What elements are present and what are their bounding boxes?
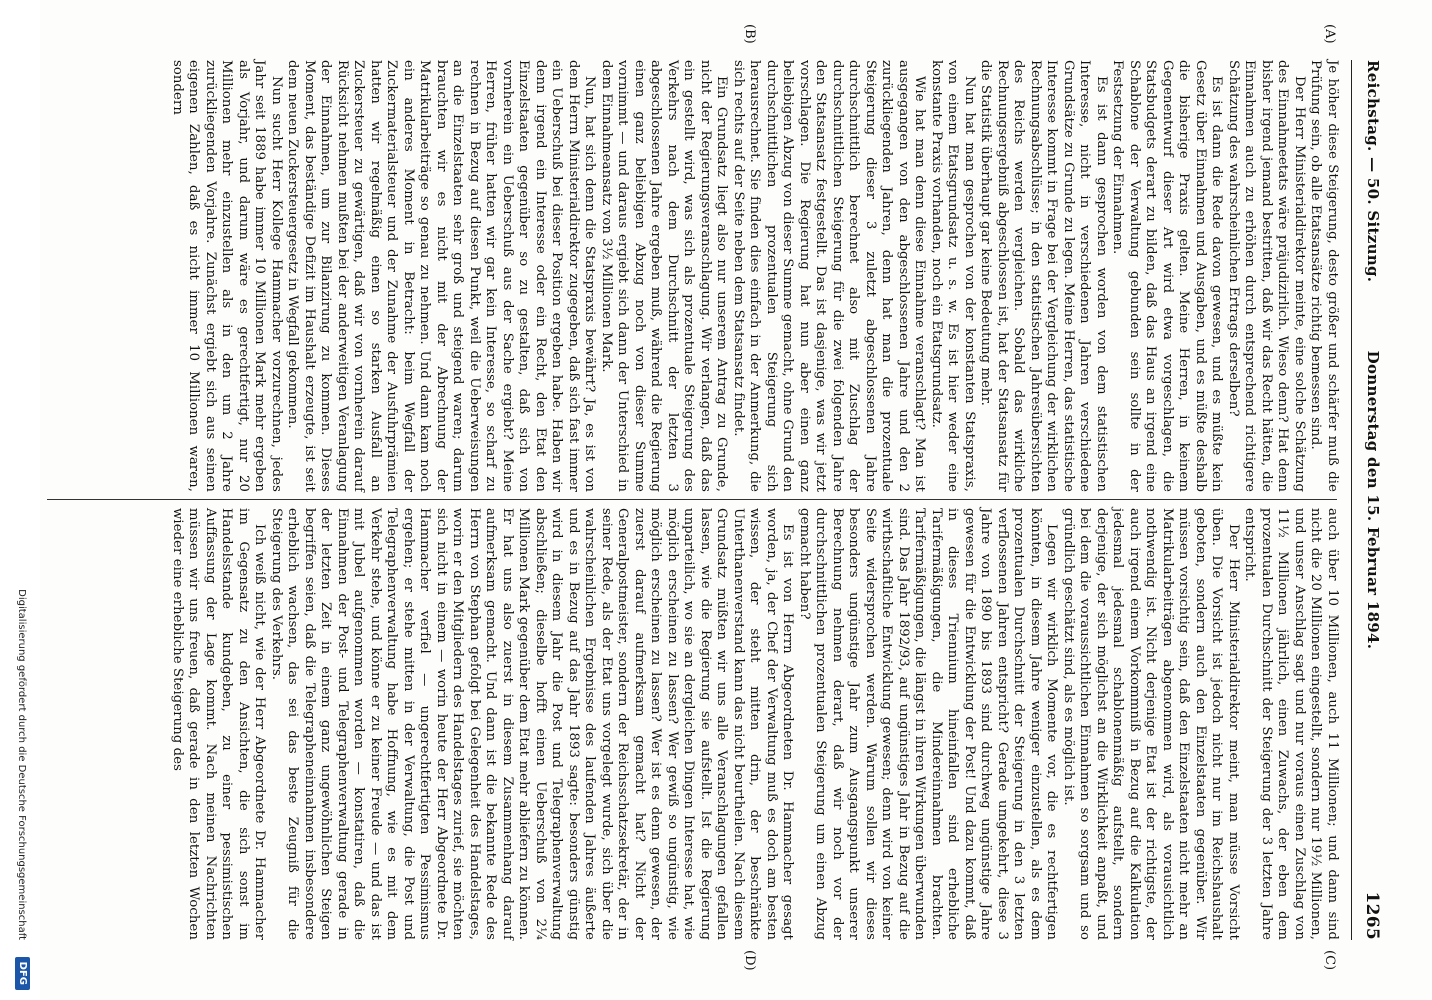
page-number: 1265 (1362, 891, 1382, 940)
right-column (169, 508, 1341, 940)
margin-marker-a: (A) (1322, 24, 1337, 44)
paragraph: Der Herr Ministerialdirektor meint, man müsse Vorsicht üben. Die Vorsicht ist jedoch nicht nur im Reichshaushalt geboten, sondern auch den Einzelstaaten gegenüber. Wir müssen vorsichtig sein, daß den Einzelstaaten nicht mehr an Matrikularbeiträgen abgenommen wird, als vorausichtlich nothwendig ist. Nicht derjenige Etat ist der richtigste, der auch irgend einem Vorkommniß in Bezug auf die Kalkulation jedesmal jedesmal schablonenmäßig aufstellt, sondern derjenige, der sich möglichst an die Wirklichkeit anpaßt, und bei dem die voraussichtlichen Einnahmen so sorgsam und so gründlich geschätzt sind, als es möglich ist. (1061, 508, 1241, 940)
paragraph: Es ist dann die Rede davon gewesen, und es müßte kein Gesetz über Einnahmen und Ausgaben, und es müßte deshalb die bisherige Praxis gelten. Meine Herren, in keinem Gegenentwurf dieser Art wird etwa vorgeschlagen, die Statsbudgets derart zu bilden, daß das Haus an irgend eine Schablone der Verwaltung gebunden sein sollte in der Festsetzung der Einnahmen. (1110, 60, 1225, 492)
margin-marker-d: (D) (742, 950, 757, 971)
page-header (1351, 60, 1392, 940)
dfg-logo: DFG (15, 957, 30, 990)
paragraph: Nun hat man gesprochen von der konstanten Statspraxis, von einem Etatsgrundsatz u. s. w. Es ist hier weder eine konstante Praxis vorhanden, noch ein Etatsgrundsatz. (929, 60, 977, 492)
paragraph: Nun sucht Herr Kollege Hammacher vorzurechnen, jedes Jahr seit 1889 habe immer 10 Millionen Mark mehr ergeben als Vorjahr, und darum wäre es gerechtfertigt, nur 20 Millionen mehr einzustellen als in den um 2 Jahre zurückliegenden Vorjahre. Zunächst ergiebt sich aus seinen eigenen Zahlen, daß es nicht immer 10 Millionen waren, sondern (170, 60, 284, 492)
left-column (169, 60, 1341, 492)
paragraph: Ich weiß nicht, wie der Herr Abgeordnete Dr. Hammacher im Gegensatz zu den Ansichten, die sich sonst im Handelsstande kundgeben, zu einer pessimistischen Auffassung der Lage kommt. Nach meinen Nachrichten müssen wir uns freuen, daß gerade in den letzten Wochen wieder eine erhebliche Steigerung des (170, 508, 268, 940)
paragraph: Je höher diese Steigerung, desto größer und schärfer muß die Prüfung sein, ob alle Etatsansätze richtig bemessen sind. (1308, 60, 1340, 492)
header-left: Reichstag. — 50. Sitzung. (1364, 60, 1382, 283)
margin-marker-b: (B) (742, 24, 757, 44)
paragraph: Der Herr Ministerialdirektor meinte, eine solche Schätzung des Einnahmeetats wäre präjudizirlich. Wieso denn? Hat denn bisher irgend jemand bestritten, daß wir das Recht hätten, die Einnahmen auch zu erhöhen durch entsprechend richtigere Schätzung des wahrscheinlichen Ertrags derselben? (1226, 60, 1307, 492)
paragraph: Es ist von Herrn Abgeordneten Dr. Hammacher gesagt worden, ja, der Chef der Verwaltung muß es doch am besten wissen, der steht mitten drin, der beschränkte Unterthanenverstand kann das nicht beurtheilen. Nach diesem Grundsatz müßten wir uns alle Veranschlagungen gefallen lassen, wie die Regierung sie aufstellt. Ist die Regierung unparteilich, wo sie an dergleichen Dingen Interesse hat, wie möglich erscheinen zu lassen? Wer gewiß so ungünstig, wie möglich erscheinen zu lassen? Wer ist es denn gewesen, der zuerst darauf aufmerksam gemacht hat? Nicht der Generalpostmeister, sondern der Reichsschatzsekretär, der in seiner Rede, als der Etat uns vorgelegt wurde, sich über die wahrscheinlichen Ergebnisse des laufenden Jahres äußerte und es in Bezug auf das Jahr 1893 sagte: besonders günstig wird in diesem Jahr die Post und Telegraphenverwaltung abschließen; dieselbe hofft einen Ueberschuß von 2¼ Millionen Mark gegenüber dem Etat mehr abliefern zu können. Er hat uns also zuerst in diesem Zusammenhang darauf aufmerksam gemacht. Und dann ist die bekannte Rede des Herrn von Stephan gefolgt bei Gelegenheit des Handelstages, worin er den Mitgliedern des Handelstages zurief, sie möchten sich nicht in einem — worin heute der Herr Abgeordnete Dr. Hammacher verfiel — ungerechtfertigten Pessimismus ergehen; er stehe mitten in der Verwaltung, die Post und Telegraphenverwaltung habe Hoffnung, wie es mit dem Verkehr stehe, und könne er zu keiner Freude — und das ist mit Jubel aufgenommen worden — konstatiren, daß die Einnahmen der Post- und Telegraphenverwaltung gerade in der letzten Zeit in einem ganz ungewöhnlichen Steigen begriffen seien, daß die Telegrapheneinnahmen insbesondere erheblich wachsen, das sei das beste Zeugniß für die Steigerung des Verkehrs. (269, 508, 796, 940)
paragraph: auch über 10 Millionen, auch 11 Millionen; und dann sind nicht die 20 Millionen eingestellt, sondern nur 19½ Millionen, und unser Anschlag sagt und nur voraus einen Zuschlag von 11½ Millionen jährlich, einen Zuwachs, der eben dem prozentualen Durchschnitt der Steigerung der 3 letzten Jahre entspricht. (1242, 508, 1340, 940)
paragraph: Es ist dann gesprochen worden von dem statistischen Interesse, nicht in verschiedenen Jahren verschiedene Grundsätze zu Grunde zu legen. Meine Herren, das statistische Interesse kommt in Frage bei der Vergleichung der wirklichen Rechnungsabschlüsse; in den statistischen Jahresübersichten des Reichs werden vergleichen. Sobald das wirkliche Rechnungsergebniß abgeschlossen ist, hat der Statsansatz für die Statistik überhaupt gar keine Bedeutung mehr. (978, 60, 1109, 492)
column-divider (47, 499, 1337, 500)
digitization-credit (0, 0, 40, 1000)
credit-text: Digitalisierung gefördert durch die Deutsche Forschungsgemeinschaft (16, 589, 27, 940)
paragraph: Ein Grundsatz liegt also nur unserem Antrag zu Grunde, nicht der Regierungsveranschlagung. Wir verlangen, daß das ein gestellt wird, was sich als prozentuale Steigerung des Verkehrs nach dem Durchschnitt der letzten 3 abgeschlossenen Jahre ergeben muß, während die Regierung einen ganz beliebigen Abzug noch von dieser Summe vornimmt — und daraus ergiebt sich dann der Unterschied in dem Einnahmeansatz von 3½ Millionen Mark. (599, 60, 730, 492)
header-date: Donnerstag den 15. Februar 1894. (1364, 350, 1382, 650)
paragraph: Legen wir wirklich Momente vor, die es rechtfertigen könnten, in diesem Jahre weniger einzustellen, als es dem prozentualen Durchschnitt der Steigerung in den 3 letzten verflossenen Jahren entspricht? Gerade umgekehrt, diese 3 Jahre von 1890 bis 1893 sind durchweg ungünstige Jahre gewesen für die Entwicklung der Post! Und dazu kommt, daß in dieses Triennium hineinfallen sind erhebliche Tarifermäßigungen, die Mindereinnahmen brachten. Tarifermäßigungen, die längst in ihren Wirkungen überwunden sind. Das Jahr 1892/93, auf ungünstiges Jahr in Bezug auf die wirthschaftliche Entwicklung gewesen; denn wird von keiner Seite widersprochen werden. Warum sollen wir dieses besonders ungünstige Jahr zum Ausgangspunkt unserer Berechnung nehmen derart, daß wir noch vor der durchschnittlichen prozentualen Steigerung um einen Abzug gemacht haben? (797, 508, 1060, 940)
margin-marker-c: (C) (1322, 950, 1337, 971)
paragraph: Wie hat man denn diese Einnahme veranschlagt? Man ist ausgegangen von den abgeschlossenen Jahre und den 2 zurückliegenden Jahren, denn hat man die prozentuale Steigerung dieser 3 zuletzt abgeschlossenen Jahre durchschnittlich berechnet also mit Zuschlag der durchschnittlichen Steigerung für die zwei folgenden Jahre den Statsansatz festgestellt. Das ist dasjenige, was wir jetzt vorschlagen. Die Regierung hat nun aber einen ganz beliebigen Abzug von dieser Summe gemacht, ohne Grund den durchschnittlichen prozentualen Steigerung sich herausrechnet. Sie finden dies einfach in der Anmerkung, die sich rechts auf der Seite neben dem Statsansatz findet. (731, 60, 928, 492)
paragraph: Nun, hat sich denn die Statspraxis bewährt? Ja, es ist von dem Herrn Ministerialdirektor zugegeben, daß sich fast immer ein Ueberschuß bei dieser Position ergeben habe. Haben wir denn irgend ein Interesse oder ein Recht, den Etat den Einzelstaaten gegenüber so zu gestalten, daß sich von vornherein ein Ueberschuß aus der Sache ergiebt? Meine Herren, früher hatten wir gar kein Interesse, so scharf zu rechnen in Bezug auf diesen Punkt, weil die Ueberweisungen an die Einzelstaaten sehr groß und steigend waren; darum brauchten wir es nicht mit der Abrechnung der Matrikularbeiträge so genau zu nehmen. Und dann kam noch ein anderes Moment in Betracht: beim Wegfall der Zuckermaterialsteuer und der Zunahme der Ausfuhrprämien hatten wir regelmäßig einen so starken Ausfall an Zuckersteuer zu gewärtigen, daß wir von vornherein darauf Rücksicht nehmen mußten bei der anderweitigen Veranlagung der Einnahmen, um zur Bilanzirung zu kommen. Dieses Moment, das beständige Defizit im Haushalt erzeugte, ist seit dem neuen Zuckersteuergesetz in Wegfall gekommen. (285, 60, 598, 492)
